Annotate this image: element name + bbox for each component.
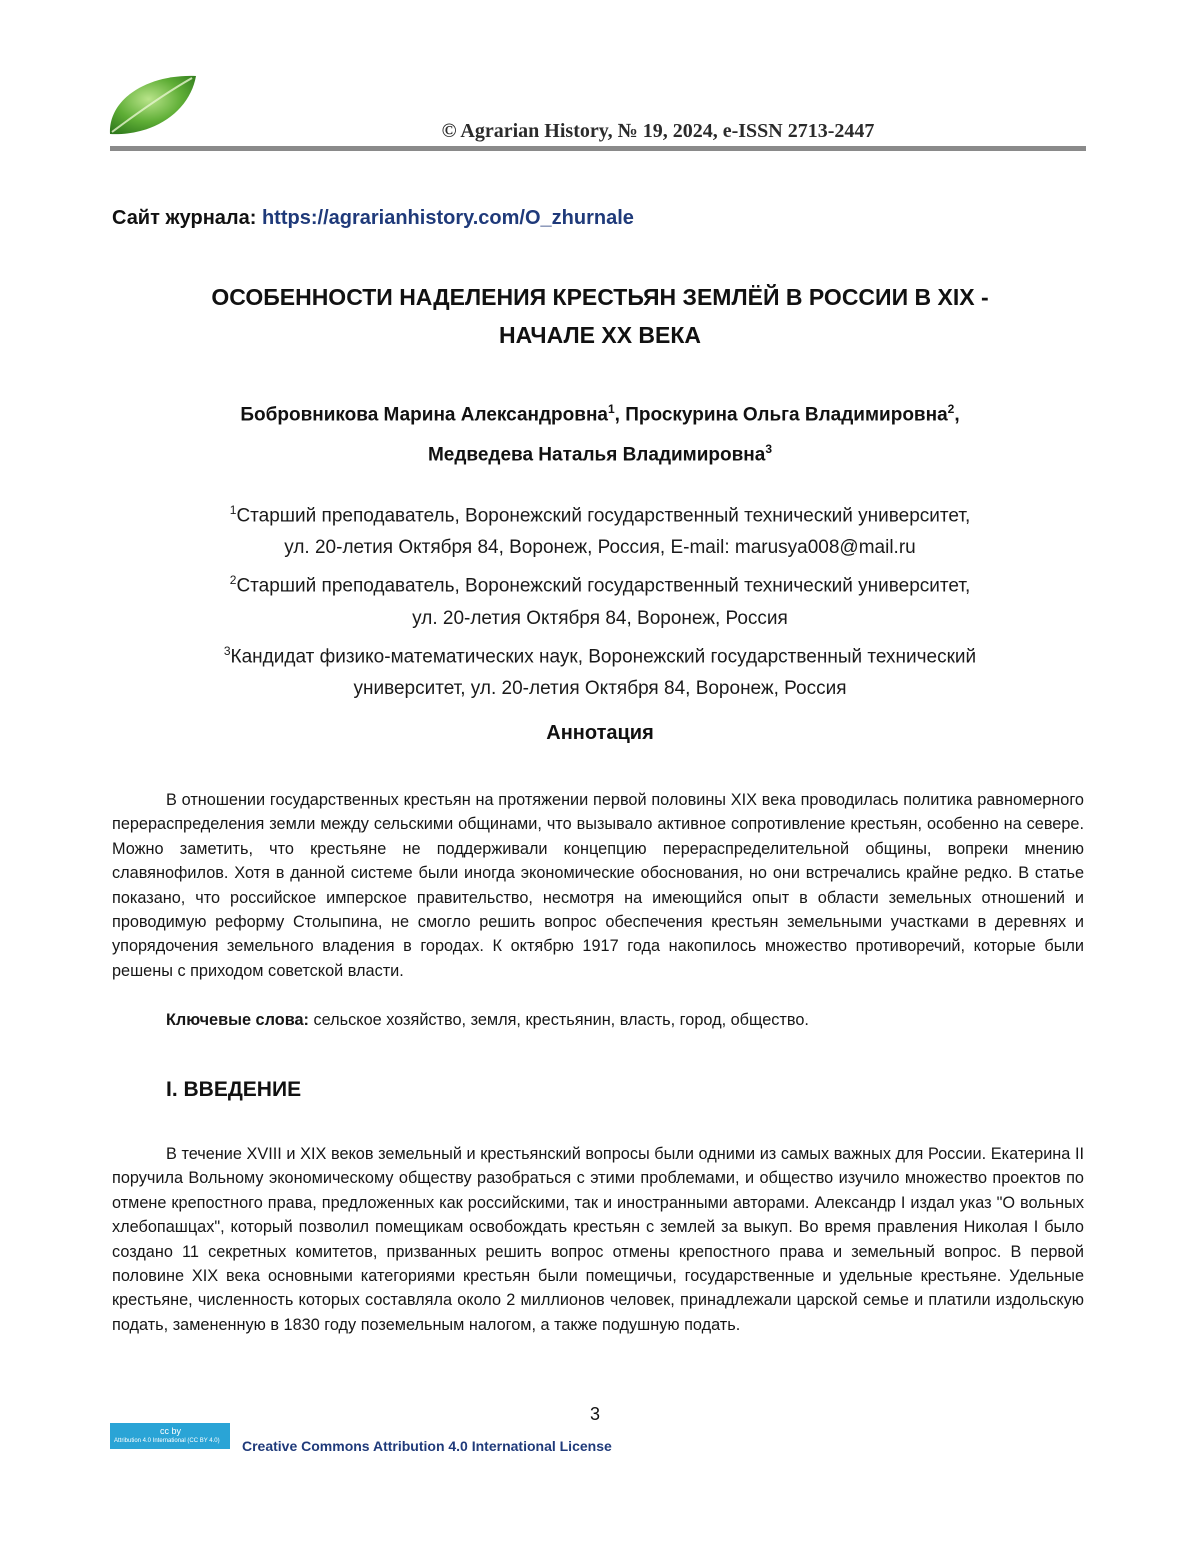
affil-line: университет, ул. 20-летия Октября 84, Воронеж, Россия	[353, 677, 847, 699]
header-divider	[110, 146, 1086, 151]
green-leaf-icon	[106, 70, 198, 140]
intro-paragraph: В течение XVIII и XIX веков земельный и крестьянский вопросы были одними из самых важных для России. Екатерина II поручила Вольному экономическому обществу разобраться с этими проблемами, и общество изучило множество проектов по отмене крепостного права, предложенных как российскими, так и иностранными авторами. Александр I издал указ "О вольных хлебопашцах", который позволил помещикам освобождать крестьян с землей за выкуп. Во время правления Николая I было создано 11 секретных комитетов, призванных решить вопрос отмены крепостного права и земельный вопрос. В первой половине XIX века основными категориями крестьян были помещичьи, государственные и удельные крестьяне. Удельные крестьяне, численность которых составляла около 2 миллионов человек, принадлежали царской семье и платили издольскую подать, замененную в 1830 году поземельным налогом, а также подушную подать.	[112, 1145, 1084, 1334]
keywords-label: Ключевые слова:	[166, 1011, 309, 1029]
journal-site	[112, 207, 634, 230]
page-number: 3	[589, 1404, 600, 1424]
cc-license-badge[interactable]	[110, 1423, 230, 1449]
affil-sup: 3	[223, 643, 231, 658]
article-title	[112, 278, 1088, 354]
author-sup: 3	[765, 442, 773, 457]
section-heading: I. ВВЕДЕНИЕ	[166, 1078, 302, 1101]
keywords-text: сельское хозяйство, земля, крестьянин, власть, город, общество.	[308, 1011, 809, 1029]
site-label: Сайт журнала:	[112, 207, 257, 229]
authors-block: Бобровникова Марина Александровна$^1$, Проскурина Ольга Владимировна$^2$, Медведева Наталья Владимировна$^3$	[240, 402, 960, 466]
site-link[interactable]: https://agrarianhistory.com/O_zhurnale	[261, 207, 634, 229]
affil-line: Кандидат физико-математических наук, Воронежский государственный технический	[230, 645, 977, 667]
abstract-paragraph: В отношении государственных крестьян на протяжении первой половины XIX века проводилась политика равномерного перераспределения земли между сельскими общинами, что вызывало активное сопротивление крестьян, особенно на севере. Можно заметить, что крестьяне не поддерживали концепцию перераспределительной общины, вопреки мнению славянофилов. Хотя в данной системе были иногда экономические обоснования, но они встречались крайне редко. В статье показано, что российское имперское правительство, несмотря на имеющийся опыт в области земельных отношений и проводимую реформу Столыпина, не смогло решить вопрос обеспечения крестьян земельными участками в деревнях и упорядочения земельного владения в городах. К октябрю 1917 года накопилось множество противоречий, которые были решены с приходом советской власти.	[112, 791, 1084, 980]
title-line-1: ОСОБЕННОСТИ НАДЕЛЕНИЯ КРЕСТЬЯН ЗЕМЛЁЙ В РОССИИ В XIX -	[211, 284, 989, 310]
keywords	[166, 1011, 809, 1030]
license-link[interactable]: Creative Commons Attribution 4.0 International License	[242, 1438, 612, 1454]
author-sup: 2	[947, 402, 955, 416]
abstract-heading: Аннотация	[546, 722, 654, 744]
author-name: Бобровникова Марина Александровна	[240, 404, 608, 426]
cc-by-icon: cc by	[160, 1426, 182, 1436]
journal-citation: © Agrarian History, № 19, 2024, e-ISSN 2713-2447	[441, 120, 875, 142]
author-name: Проскурина Ольга Владимировна	[625, 404, 948, 426]
author-name: Медведева Наталья Владимировна	[427, 444, 766, 466]
affil-line: Старший преподаватель, Воронежский государственный технический университет,	[236, 505, 971, 527]
affil-sup: 1	[229, 503, 237, 517]
page-header	[106, 70, 1086, 160]
affil-line: ул. 20-летия Октября 84, Воронеж, Россия, E-mail: marusya008@mail.ru	[284, 537, 916, 559]
title-line-2: НАЧАЛЕ XX ВЕКА	[498, 322, 702, 348]
abstract-body	[112, 788, 1084, 983]
cc-badge-text: Attribution 4.0 International (CC BY 4.0)	[114, 1438, 220, 1444]
affil-line: Старший преподаватель, Воронежский государственный технический университет,	[236, 575, 971, 597]
affiliations-block	[112, 494, 1088, 705]
affil-sup: 2	[229, 573, 237, 588]
author-sup: 1	[607, 402, 615, 416]
affil-line: ул. 20-летия Октября 84, Воронеж, Россия	[412, 607, 788, 629]
intro-body	[112, 1142, 1084, 1337]
